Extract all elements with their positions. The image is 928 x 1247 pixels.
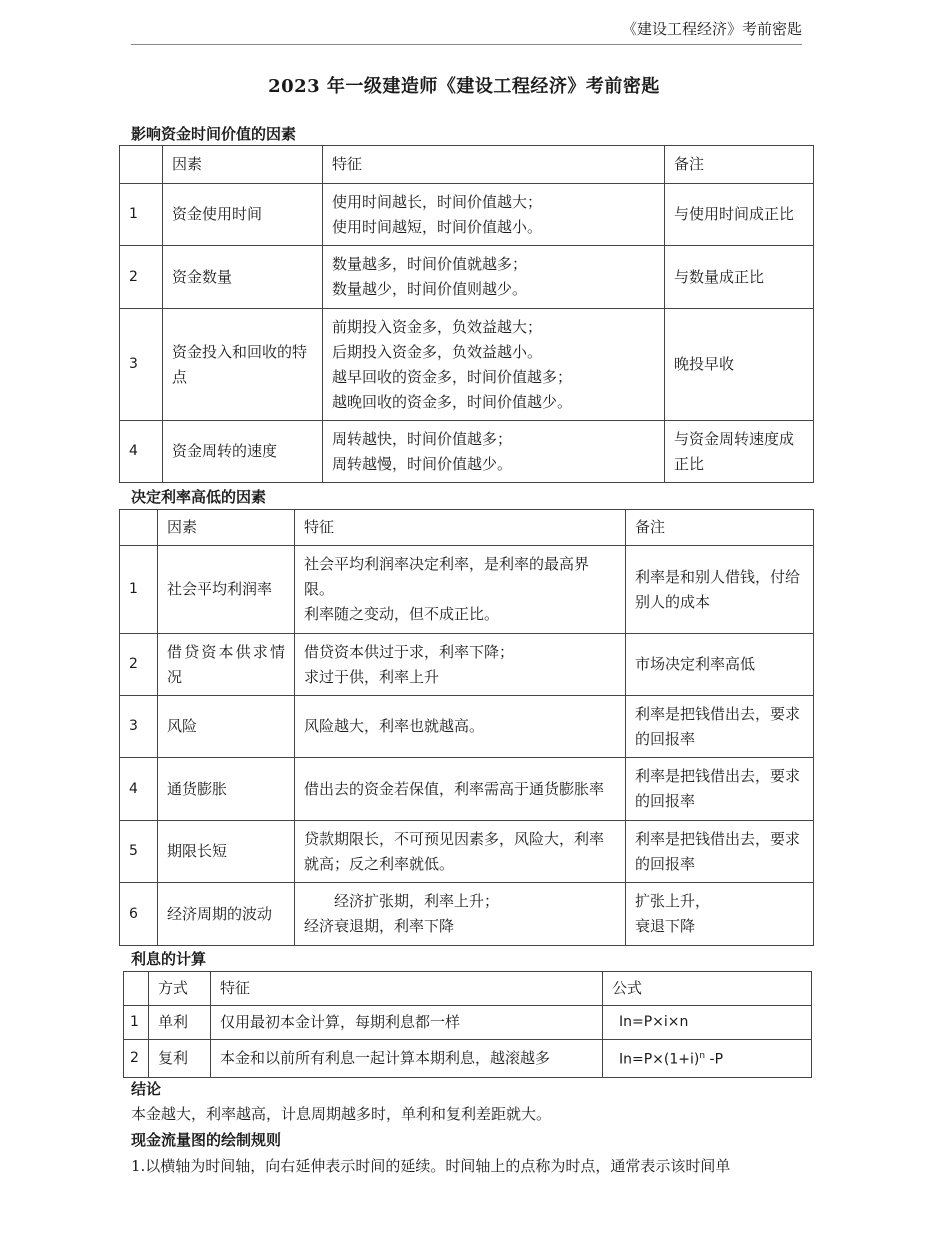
factor-cell: 风险 xyxy=(158,696,295,758)
note-cell: 晚投早收 xyxy=(665,309,814,421)
note-cell: 利率是把钱借出去，要求的回报率 xyxy=(626,758,814,821)
method-cell: 复利 xyxy=(149,1040,211,1078)
row-number: 4 xyxy=(120,758,158,821)
table-header-row xyxy=(124,972,812,1006)
feature-cell: 本金和以前所有利息一起计算本期利息，越滚越多 xyxy=(211,1040,603,1078)
cashflow-rule-text: 1.以横轴为时间轴，向右延伸表示时间的延续。时间轴上的点称为时点，通常表示该时间单 xyxy=(131,1157,731,1175)
header-cell-no xyxy=(120,146,163,184)
feature-cell: 数量越多，时间价值就越多； 数量越少，时间价值则越少。 xyxy=(323,246,665,309)
interest-calc-table xyxy=(123,971,812,1078)
header-cell-feature: 特征 xyxy=(295,510,626,546)
feature-cell: 社会平均利润率决定利率，是利率的最高界限。 利率随之变动，但不成正比。 xyxy=(295,546,626,634)
factor-cell: 通货膨胀 xyxy=(158,758,295,821)
header-cell-note: 备注 xyxy=(665,146,814,184)
feature-cell: 风险越大，利率也就越高。 xyxy=(295,696,626,758)
note-cell: 扩张上升， 衰退下降 xyxy=(626,883,814,946)
feature-cell: 借贷资本供过于求，利率下降； 求过于供，利率上升 xyxy=(295,634,626,696)
note-cell: 与资金周转速度成正比 xyxy=(665,421,814,483)
table-row xyxy=(120,758,814,821)
factor-cell: 期限长短 xyxy=(158,821,295,883)
table-row xyxy=(120,883,814,946)
table-row xyxy=(120,634,814,696)
table-row xyxy=(120,421,814,483)
header-cell-formula: 公式 xyxy=(603,972,812,1006)
feature-cell: 借出去的资金若保值，利率需高于通货膨胀率 xyxy=(295,758,626,821)
time-value-factors-table xyxy=(119,145,814,483)
section-heading-interest-calc: 利息的计算 xyxy=(131,950,207,968)
row-number: 1 xyxy=(124,1006,149,1040)
feature-cell: 前期投入资金多，负效益越大； 后期投入资金多，负效益越小。 越早回收的资金多，时间价值越多； 越晚回收的资金多，时间价值越少。 xyxy=(323,309,665,421)
factor-cell: 资金使用时间 xyxy=(163,184,323,246)
factor-cell: 资金投入和回收的特点 xyxy=(163,309,323,421)
section-heading-cashflow: 现金流量图的绘制规则 xyxy=(131,1131,282,1149)
section-heading-conclusion: 结论 xyxy=(131,1080,162,1098)
table-header-row xyxy=(120,146,814,184)
note-cell: 利率是把钱借出去，要求的回报率 xyxy=(626,821,814,883)
document-title: 2023 年一级建造师《建设工程经济》考前密匙 xyxy=(268,76,660,97)
factor-cell: 借贷资本供求情况 xyxy=(158,634,295,696)
feature-cell: 仅用最初本金计算，每期利息都一样 xyxy=(211,1006,603,1040)
header-cell-note: 备注 xyxy=(626,510,814,546)
header-cell-factor: 因素 xyxy=(158,510,295,546)
note-cell: 利率是和别人借钱，付给别人的成本 xyxy=(626,546,814,634)
factor-cell: 资金数量 xyxy=(163,246,323,309)
feature-cell: 贷款期限长，不可预见因素多，风险大，利率就高；反之利率就低。 xyxy=(295,821,626,883)
row-number: 1 xyxy=(120,546,158,634)
table-row xyxy=(120,821,814,883)
row-number: 1 xyxy=(120,184,163,246)
table-row xyxy=(124,1040,812,1078)
note-cell: 市场决定利率高低 xyxy=(626,634,814,696)
header-cell-factor: 因素 xyxy=(163,146,323,184)
row-number: 5 xyxy=(120,821,158,883)
note-cell: 与使用时间成正比 xyxy=(665,184,814,246)
header-cell-no xyxy=(124,972,149,1006)
factor-cell: 经济周期的波动 xyxy=(158,883,295,946)
note-cell: 与数量成正比 xyxy=(665,246,814,309)
row-number: 2 xyxy=(120,634,158,696)
feature-cell: 周转越快，时间价值越多； 周转越慢，时间价值越少。 xyxy=(323,421,665,483)
row-number: 2 xyxy=(124,1040,149,1078)
table-row xyxy=(120,184,814,246)
row-number: 3 xyxy=(120,696,158,758)
formula-tail: -P xyxy=(705,1051,724,1068)
formula-base: In=P×(1+i) xyxy=(619,1051,700,1068)
formula-cell: In=P×i×n xyxy=(603,1006,812,1040)
feature-cell: 使用时间越长，时间价值越大； 使用时间越短，时间价值越小。 xyxy=(323,184,665,246)
table-header-row xyxy=(120,510,814,546)
header-text: 《建设工程经济》考前密匙 xyxy=(621,20,802,38)
table-row xyxy=(124,1006,812,1040)
header-cell-no xyxy=(120,510,158,546)
table-row xyxy=(120,246,814,309)
row-number: 3 xyxy=(120,309,163,421)
interest-rate-factors-table xyxy=(119,509,814,946)
factor-cell: 资金周转的速度 xyxy=(163,421,323,483)
method-cell: 单利 xyxy=(149,1006,211,1040)
formula-cell xyxy=(603,1040,812,1078)
conclusion-text: 本金越大，利率越高，计息周期越多时，单利和复利差距就大。 xyxy=(131,1105,552,1123)
section-heading-interest-rate: 决定利率高低的因素 xyxy=(131,488,267,506)
header-cell-method: 方式 xyxy=(149,972,211,1006)
feature-cell: 经济扩张期，利率上升； 经济衰退期，利率下降 xyxy=(295,883,626,946)
note-cell: 利率是把钱借出去，要求的回报率 xyxy=(626,696,814,758)
table-row xyxy=(120,546,814,634)
row-number: 4 xyxy=(120,421,163,483)
header-cell-feature: 特征 xyxy=(211,972,603,1006)
table-row xyxy=(120,696,814,758)
row-number: 2 xyxy=(120,246,163,309)
section-heading-time-value: 影响资金时间价值的因素 xyxy=(131,125,297,143)
table-row xyxy=(120,309,814,421)
formula-exponent: n xyxy=(699,1051,706,1061)
row-number: 6 xyxy=(120,883,158,946)
header-cell-feature: 特征 xyxy=(323,146,665,184)
factor-cell: 社会平均利润率 xyxy=(158,546,295,634)
page-header xyxy=(131,18,802,45)
